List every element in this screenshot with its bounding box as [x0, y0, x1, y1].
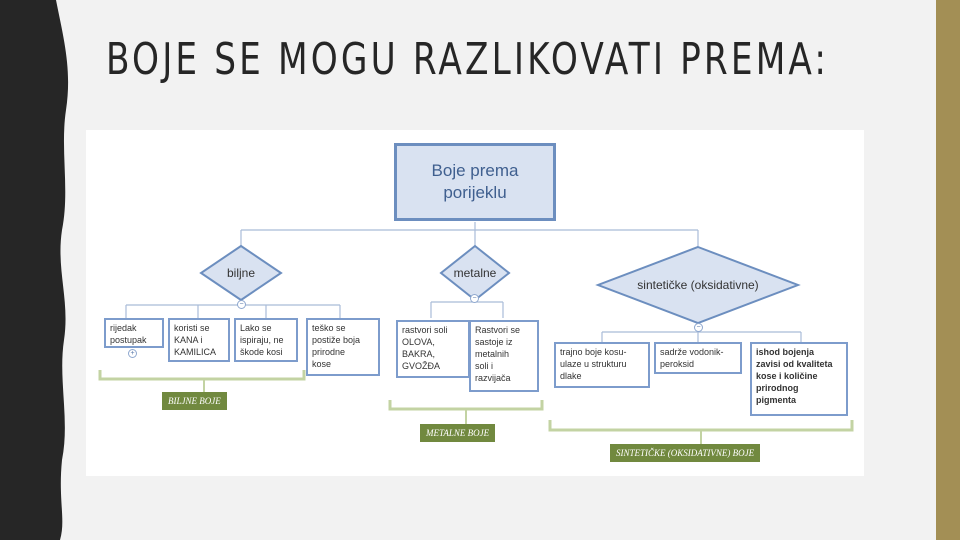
- expand-icon[interactable]: −: [470, 294, 479, 303]
- leaf-metalne-1: rastvori soli OLOVA, BAKRA, GVOŽĐA: [396, 320, 470, 378]
- root-node: [394, 143, 556, 221]
- metalne-bracket: [390, 400, 542, 409]
- branch-metalne-label: metalne: [453, 266, 497, 280]
- band-sinteticke-label: SINTETIČKE (OKSIDATIVNE) BOJE: [610, 444, 760, 462]
- leaf-biljne-3: Lako se ispiraju, ne škode kosi: [234, 318, 298, 362]
- band-metalne-label: METALNE BOJE: [420, 424, 495, 442]
- band-biljne-label: BILJNE BOJE: [162, 392, 227, 410]
- expand-icon[interactable]: −: [694, 323, 703, 332]
- branch-sinteticke-label: sintetičke (oksidativne): [637, 278, 759, 292]
- sinteticke-bracket: [550, 420, 852, 430]
- leaf-biljne-2: koristi se KANA i KAMILICA: [168, 318, 230, 362]
- biljne-bracket: [100, 370, 304, 379]
- leaf-sinteticke-1: trajno boje kosu- ulaze u strukturu dlake: [554, 342, 650, 388]
- branch-biljne-label: biljne: [226, 266, 256, 280]
- expand-icon[interactable]: +: [128, 349, 137, 358]
- leaf-sinteticke-2: sadrže vodonik- peroksid: [654, 342, 742, 374]
- slide-title: BOJE SE MOGU RAZLIKOVATI PREMA:: [106, 34, 830, 85]
- diagram-panel: [86, 130, 864, 476]
- root-line-1: Boje prema: [431, 161, 519, 180]
- leaf-biljne-1: rijedak postupak: [104, 318, 164, 348]
- root-line-2: porijeklu: [443, 183, 507, 202]
- leaf-sinteticke-3: ishod bojenja zavisi od kvaliteta kose i količine prirodnog pigmenta: [750, 342, 848, 416]
- decorative-left-border: [0, 0, 75, 540]
- expand-icon[interactable]: −: [237, 300, 246, 309]
- leaf-biljne-4: teško se postiže boja prirodne kose: [306, 318, 380, 376]
- decorative-right-bar: [936, 0, 960, 540]
- leaf-metalne-2: Rastvori se sastoje iz metalnih soli i razvijača: [469, 320, 539, 392]
